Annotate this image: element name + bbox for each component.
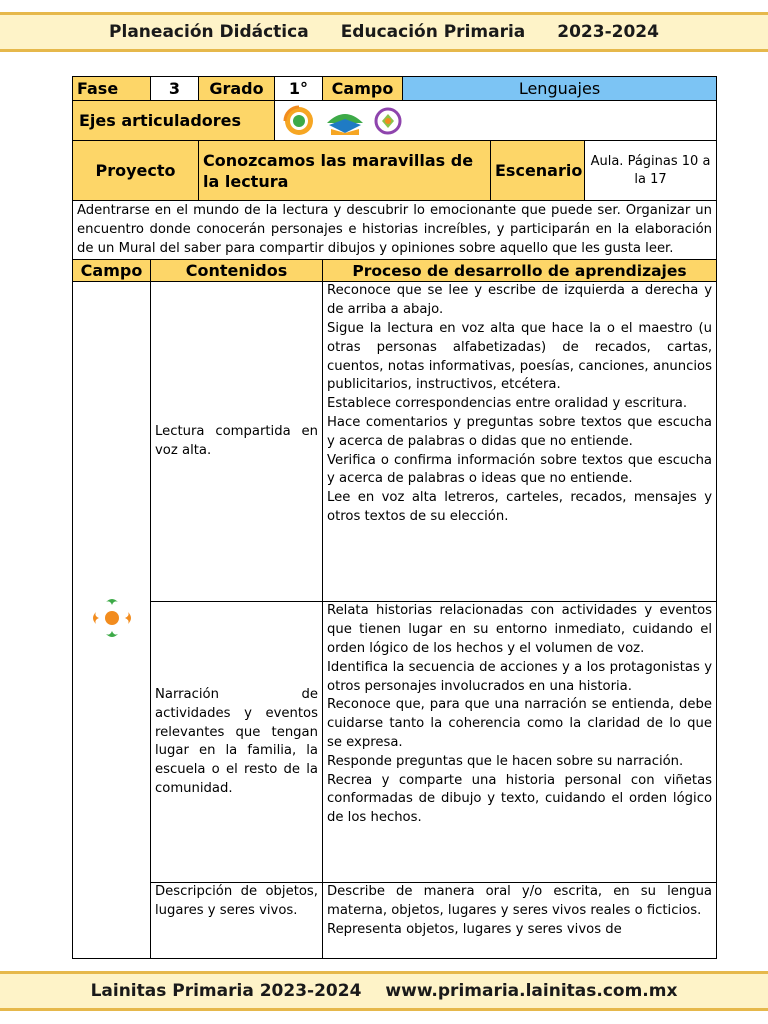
- ejes-cell: [73, 101, 275, 141]
- proceso-2: [323, 602, 717, 883]
- table-row: [73, 602, 717, 883]
- interculturalidad-icon: [323, 103, 367, 139]
- list-item: Recrea y comparte una historia personal con viñetas conformadas de dibujo y texto, cuidando el orden lógico de los hechos.: [327, 772, 713, 826]
- list-item: Describe de manera oral y/o escrita, en su lengua materna, objetos, lugares y seres vivos reales o ficticios.: [327, 884, 713, 919]
- header-title: Planeación Didáctica: [109, 22, 309, 42]
- col-header-proceso: Proceso de desarrollo de aprendizajes: [323, 260, 717, 282]
- ejes-icons: [275, 101, 717, 141]
- table-row: [73, 282, 717, 602]
- footer-url[interactable]: www.primaria.lainitas.com.mx: [385, 981, 678, 1001]
- proceso-1: [323, 282, 717, 602]
- table-row: [73, 883, 717, 959]
- list-item: Representa objetos, lugares y seres vivos de: [327, 921, 622, 937]
- list-item: Sigue la lectura en voz alta que hace la o el maestro (u otras personas alfabetizadas) de recados, cartas, cuentos, notas informativas, poesías, canciones, anuncios publicitarios, instructivos, etcétera.: [327, 320, 713, 393]
- header-year: 2023-2024: [557, 22, 659, 42]
- header-banner: [0, 12, 768, 52]
- list-item: Hace comentarios y preguntas sobre textos que escucha y acerca de palabras o didas que no entiende.: [327, 414, 713, 449]
- artes-icon: [373, 106, 403, 136]
- inclusion-icon: [281, 103, 317, 139]
- escenario-label: Escenario: [491, 141, 585, 201]
- col-header-campo: Campo: [73, 260, 151, 282]
- campo-label: Campo: [323, 77, 403, 101]
- lenguajes-icon: [86, 592, 138, 644]
- list-item: Reconoce que, para que una narración se entienda, debe cuidarse tanto la coherencia como la claridad de lo que se expresa.: [327, 697, 713, 750]
- grado-label: Grado: [199, 77, 275, 101]
- footer-banner: [0, 971, 768, 1011]
- list-item: Reconoce que se lee y escribe de izquierda a derecha y de arriba a abajo.: [327, 283, 713, 318]
- project-description: Adentrarse en el mundo de la lectura y descubrir lo emocionante que puede ser. Organizar un encuentro donde conocerán personajes e historias increíbles, y participarán en la elaboración de un Mural del saber para compartir dibujos y opiniones sobre aquello que les gusta leer.: [73, 201, 717, 260]
- contenido-3: Descripción de objetos, lugares y seres vivos.: [151, 883, 323, 959]
- list-item: Identifica la secuencia de acciones y a los protagonistas y otros personajes involucrados en una historia.: [327, 659, 713, 694]
- list-item: Verifica o confirma información sobre textos que escucha y acerca de palabras o ideas que no entiende.: [327, 452, 713, 487]
- contenido-2: Narración de actividades y eventos relevantes que tengan lugar en la familia, la escuela o el resto de la comunidad.: [151, 602, 323, 883]
- planning-table: [72, 76, 717, 959]
- footer-brand: Lainitas Primaria 2023-2024: [90, 981, 362, 1001]
- campo-cell: [73, 282, 151, 959]
- campo-value: Lenguajes: [403, 77, 717, 101]
- list-item: Relata historias relacionadas con actividades y eventos que tienen lugar en su entorno inmediato, cuidando el orden lógico de los hechos y el volumen de voz.: [327, 603, 713, 656]
- proyecto-value: Conozcamos las maravillas de la lectura: [199, 141, 491, 201]
- fase-value: 3: [151, 77, 199, 101]
- grado-value: 1°: [275, 77, 323, 101]
- list-item: Lee en voz alta letreros, carteles, recados, mensajes y otros textos de su elección.: [327, 490, 713, 524]
- proyecto-label: Proyecto: [73, 141, 199, 201]
- col-header-contenidos: Contenidos: [151, 260, 323, 282]
- proceso-3: [323, 883, 717, 959]
- fase-label: Fase: [73, 77, 151, 101]
- escenario-value: Aula. Páginas 10 a la 17: [585, 141, 717, 201]
- contenido-1: Lectura compartida en voz alta.: [151, 282, 323, 602]
- ejes-label: Ejes articuladores: [79, 111, 242, 130]
- list-item: Establece correspondencias entre oralidad y escritura.: [327, 396, 688, 412]
- list-item: Responde preguntas que le hacen sobre su narración.: [327, 753, 684, 769]
- header-level: Educación Primaria: [340, 22, 526, 42]
